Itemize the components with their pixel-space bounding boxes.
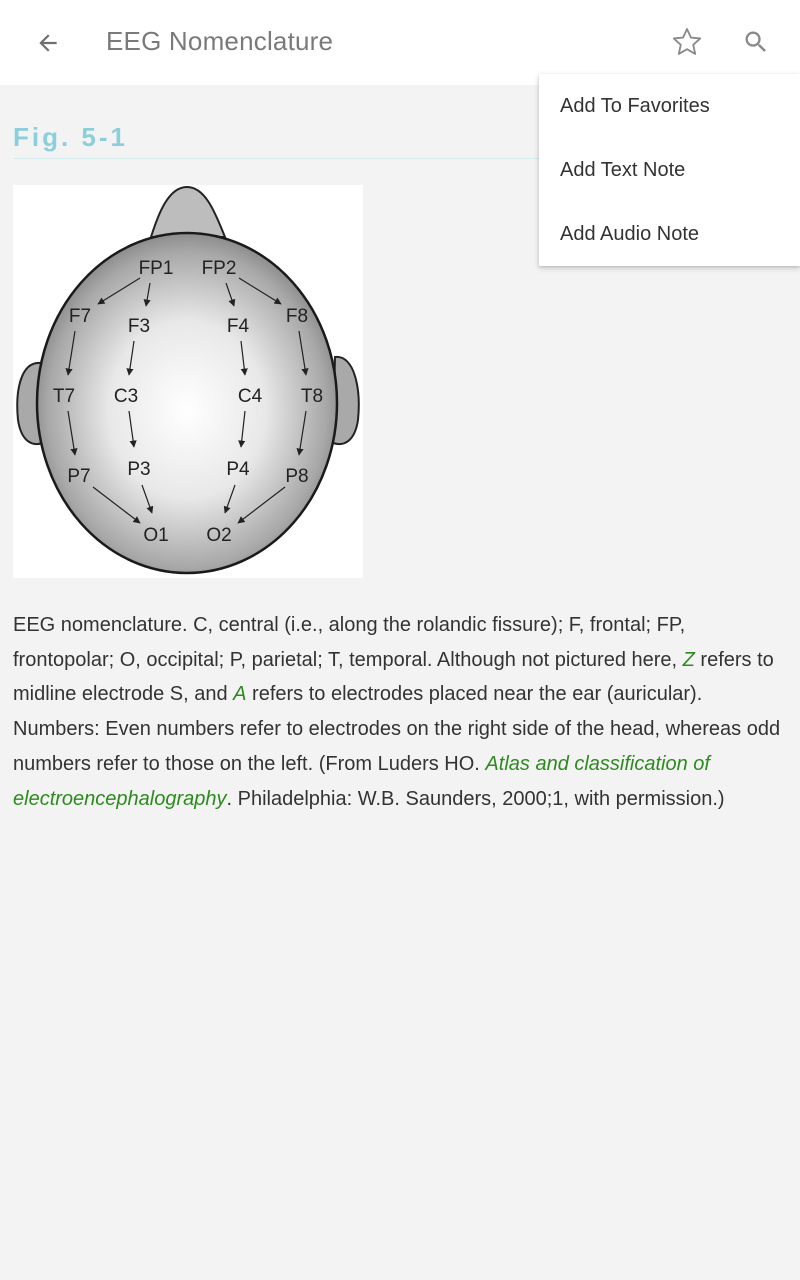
- search-icon: [742, 28, 770, 56]
- app-bar: [0, 0, 800, 85]
- menu-item-add-to-favorites[interactable]: Add To Favorites: [560, 94, 710, 117]
- favorite-button[interactable]: [664, 19, 710, 65]
- caption-emphasis: Z: [682, 648, 695, 671]
- menu-item-add-text-note[interactable]: Add Text Note: [560, 158, 686, 181]
- electrode-label: C3: [113, 386, 139, 407]
- arrow-back-icon: [35, 30, 61, 56]
- search-button[interactable]: [733, 19, 779, 65]
- electrode-label: O2: [206, 525, 232, 546]
- electrode-label: FP1: [138, 258, 174, 279]
- caption-text: refers to electrodes placed near the ear (auricular). Numbers: Even numbers refer to electrodes on the right side of the head, whereas odd numbers refer to those on the left. (From Luders HO.: [13, 683, 781, 775]
- caption-citation-title: Atlas and classification of electroencephalography: [13, 752, 710, 810]
- caption-text: . Philadelphia: W.B. Saunders, 2000;1, with permission.): [226, 787, 725, 810]
- caption-emphasis: A: [233, 683, 247, 706]
- caption-text: refers to midline electrode S, and: [13, 648, 774, 706]
- caption-text: EEG nomenclature. C, central (i.e., along the rolandic fissure); F, frontal; FP, frontopolar; O, occipital; P, parietal; T, temporal. Although not pictured here,: [13, 614, 686, 671]
- electrode-label: F4: [226, 316, 250, 337]
- electrode-label: F3: [127, 316, 151, 337]
- figure-title: Fig. 5-1: [13, 122, 129, 152]
- page-title: EEG Nomenclature: [106, 26, 334, 56]
- star-outline-icon: [670, 25, 704, 59]
- nose-shape: [151, 187, 225, 237]
- electrode-label: P7: [67, 466, 91, 487]
- electrode-label: P3: [127, 459, 151, 480]
- electrode-label: F7: [68, 306, 92, 327]
- electrode-label: P4: [226, 459, 250, 480]
- menu-item-add-audio-note[interactable]: Add Audio Note: [560, 222, 699, 245]
- electrode-label: C4: [237, 386, 263, 407]
- electrode-label: T7: [52, 386, 76, 407]
- figure-caption: [13, 608, 783, 816]
- eeg-electrode-diagram: [13, 185, 363, 578]
- overflow-menu: [539, 74, 800, 266]
- electrode-label: P8: [285, 466, 309, 487]
- electrode-label: F8: [285, 306, 309, 327]
- back-button[interactable]: [26, 21, 70, 65]
- electrode-label: T8: [300, 386, 324, 407]
- electrode-label: O1: [143, 525, 169, 546]
- electrode-label: FP2: [201, 258, 237, 279]
- head-outline: [37, 233, 337, 573]
